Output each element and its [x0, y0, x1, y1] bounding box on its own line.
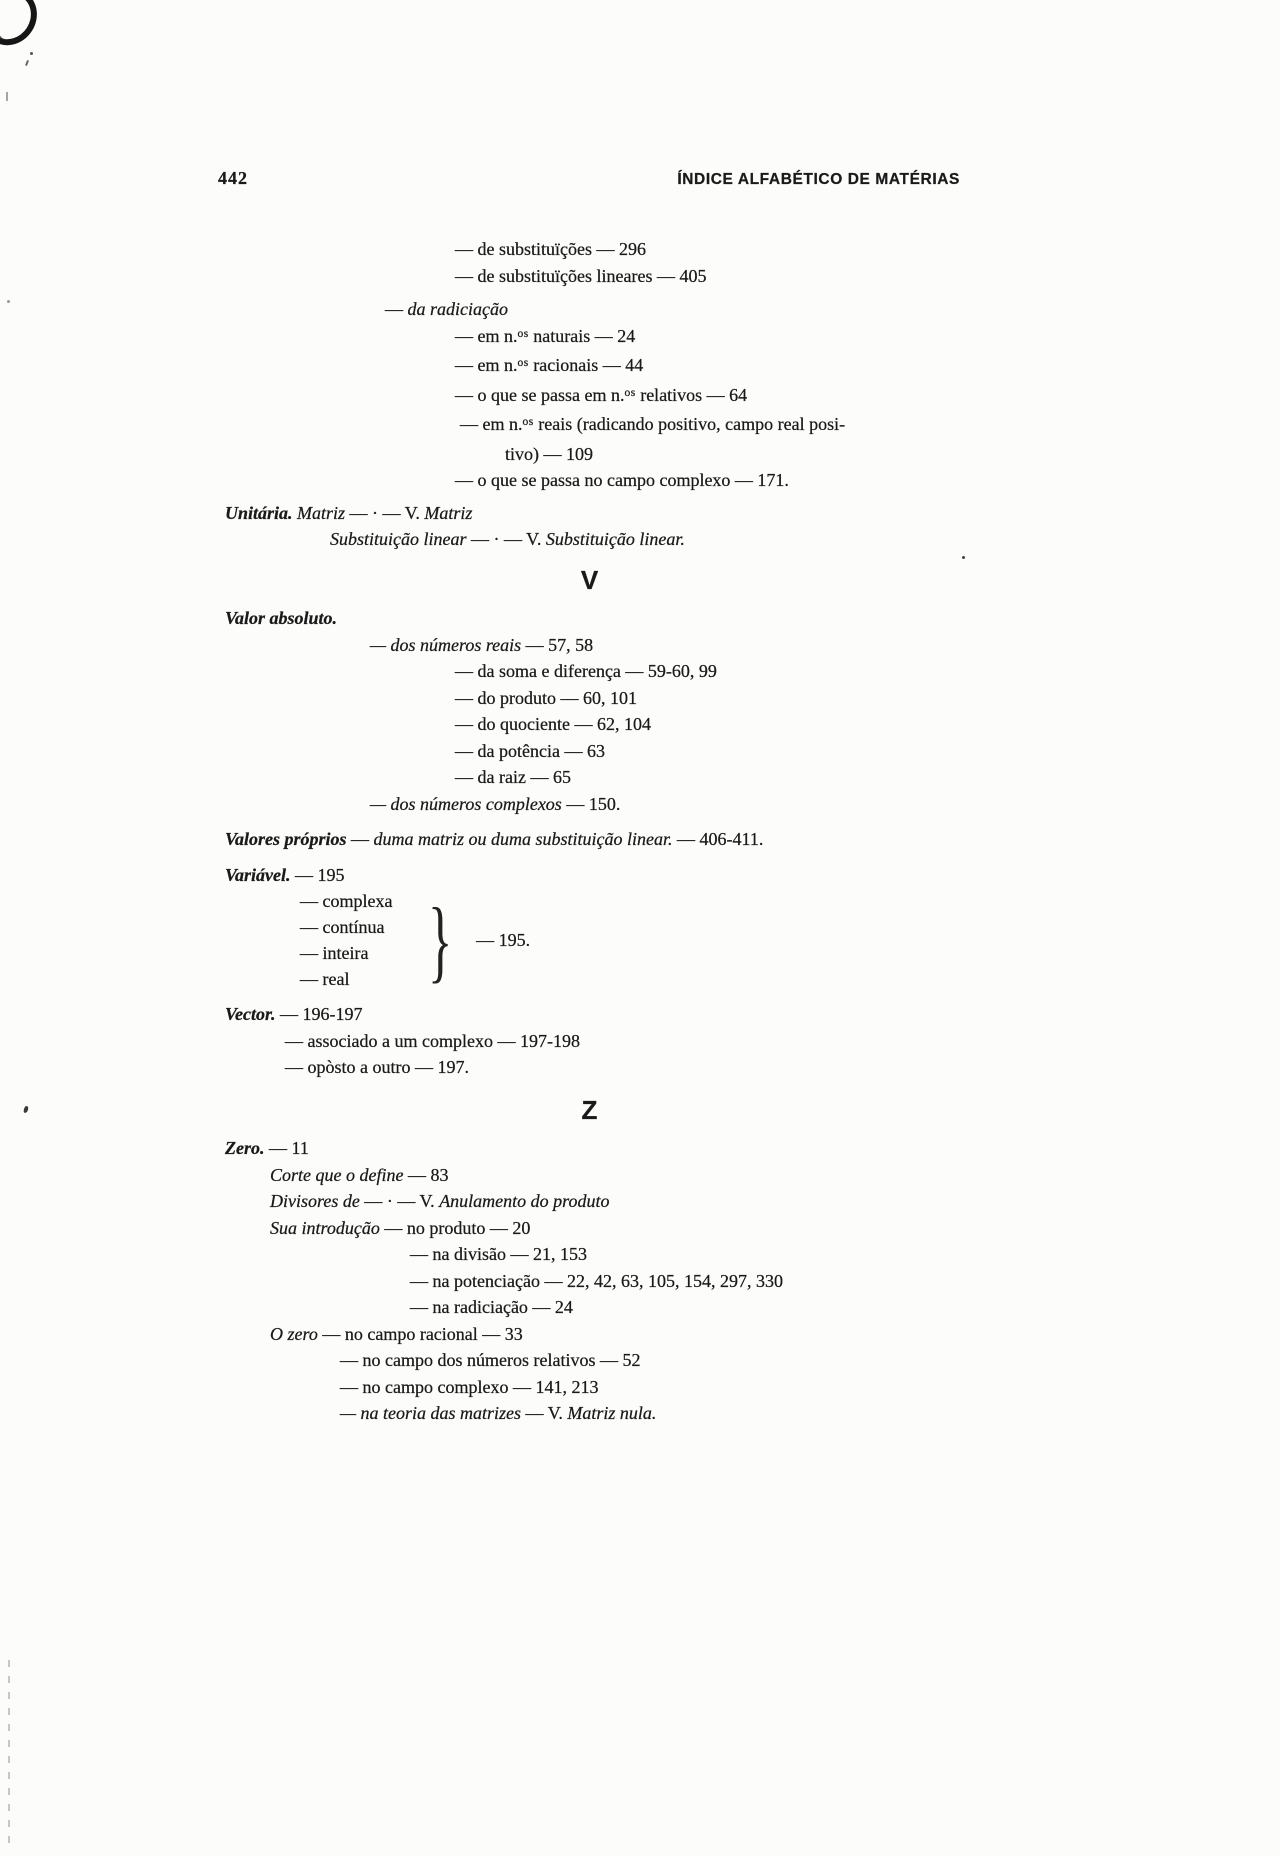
- text-segment: Valores próprios: [225, 829, 347, 849]
- text-segment: os: [624, 386, 636, 399]
- index-entry: [270, 1188, 1005, 1215]
- text-segment: Unitária.: [225, 502, 293, 523]
- text-segment: — · — V.: [359, 1191, 440, 1211]
- text-segment: — no campo racional — 33: [317, 1323, 523, 1344]
- text-segment: — na divisão — 21, 153: [410, 1244, 587, 1264]
- index-entry: [455, 764, 1005, 791]
- index-entry: [410, 1241, 1005, 1268]
- text-segment: — de substituïções lineares — 405: [455, 265, 707, 286]
- index-entry: [225, 862, 1005, 889]
- index-entry: — complexa: [300, 891, 393, 911]
- text-segment: Zero.: [225, 1138, 265, 1158]
- text-segment: — · — V.: [345, 502, 425, 523]
- text-segment: — · — V.: [466, 529, 546, 549]
- index-entry: — real: [300, 969, 350, 989]
- text-segment: — de substituïções — 296: [455, 239, 646, 259]
- scan-artifact-speck: [7, 300, 10, 303]
- text-segment: O zero: [270, 1323, 318, 1344]
- index-entry: [385, 296, 1005, 323]
- brace-items: [300, 888, 418, 992]
- text-segment: — no campo complexo — 141, 213: [340, 1376, 599, 1397]
- index-entry: [225, 1001, 1005, 1028]
- scan-artifact-speck: [25, 60, 29, 66]
- section-heading-z: Z: [581, 1094, 599, 1125]
- section-heading-v: V: [580, 564, 600, 595]
- text-segment: — em n.: [455, 355, 518, 375]
- text-segment: Divisores de: [270, 1191, 360, 1211]
- index-entry: [340, 1347, 1005, 1374]
- index-entry: [455, 711, 1005, 738]
- index-entry: [285, 1028, 1005, 1055]
- text-segment: — em n.: [455, 325, 518, 346]
- index-entry: — contínua: [300, 917, 385, 937]
- text-segment: — no campo dos números relativos — 52: [340, 1350, 641, 1370]
- index-entry: [370, 632, 1005, 659]
- text-segment: Matriz: [297, 502, 346, 523]
- text-segment: tivo) — 109: [505, 443, 593, 464]
- text-segment: Vector.: [225, 1004, 276, 1024]
- index-entry: [225, 500, 1005, 527]
- index-entry: [225, 826, 1005, 853]
- index-entry: [455, 323, 1005, 353]
- brace-icon: }: [427, 889, 453, 991]
- brace-group: [300, 888, 1005, 992]
- index-entry: [505, 441, 1005, 468]
- index-entry: [270, 1215, 1005, 1242]
- text-segment: — do produto — 60, 101: [455, 687, 637, 708]
- text-segment: — o que se passa em n.: [455, 384, 625, 405]
- text-segment: reais (radicando positivo, campo real posi-: [533, 414, 846, 434]
- text-segment: Corte que o define: [270, 1164, 404, 1185]
- index-entry: [455, 738, 1005, 765]
- text-segment: — 11: [264, 1138, 309, 1158]
- text-segment: Anulamento do produto: [439, 1191, 610, 1211]
- text-segment: Substituição linear: [330, 529, 467, 549]
- index-lines: [225, 236, 1005, 1427]
- text-segment: — associado a um complexo — 197-198: [285, 1030, 580, 1051]
- text-segment: Variável.: [225, 864, 291, 885]
- text-segment: os: [522, 416, 534, 428]
- index-entry: [270, 1321, 1005, 1348]
- index-entry: [455, 263, 1005, 290]
- text-segment: — dos números reais: [370, 634, 522, 655]
- index-entry: [455, 352, 1005, 382]
- index-entry: [455, 382, 1005, 412]
- page-header: [218, 168, 960, 189]
- text-segment: —: [385, 299, 408, 319]
- text-segment: —: [346, 829, 374, 849]
- text-segment: naturais — 24: [528, 325, 636, 346]
- index-entry: [225, 605, 1005, 632]
- index-entry: — inteira: [300, 943, 369, 963]
- index-entry: [340, 1374, 1005, 1401]
- header-title: ÍNDICE ALFABÉTICO DE MATÉRIAS: [677, 171, 960, 188]
- text-segment: Sua introdução: [270, 1217, 380, 1238]
- text-segment: — 57, 58: [521, 634, 594, 655]
- text-segment: — na potenciação — 22, 42, 63, 105, 154, 297, 330: [410, 1270, 783, 1291]
- index-entry: [460, 411, 1005, 441]
- text-segment: — 195: [290, 864, 345, 885]
- text-segment: — 406-411.: [672, 829, 764, 849]
- text-segment: relativos — 64: [635, 384, 748, 405]
- text-segment: — o que se passa no campo complexo — 171.: [455, 470, 789, 490]
- text-segment: — opòsto a outro — 197.: [285, 1057, 469, 1077]
- text-segment: Matriz nula.: [567, 1403, 657, 1423]
- text-segment: Substituição linear.: [545, 529, 685, 549]
- index-entry: [330, 526, 1005, 553]
- text-segment: os: [517, 327, 529, 340]
- text-segment: — na radiciação — 24: [410, 1297, 573, 1317]
- index-entry: [455, 658, 1005, 685]
- text-segment: os: [517, 357, 529, 369]
- scan-artifact-speck: [23, 1106, 29, 1114]
- text-segment: — em n.: [460, 414, 523, 434]
- index-entry: [455, 236, 1005, 263]
- text-segment: Matriz: [424, 502, 473, 523]
- index-entry: [410, 1294, 1005, 1321]
- text-segment: — da raiz — 65: [455, 767, 571, 787]
- scan-artifact-speck: [30, 52, 33, 55]
- index-entry: [225, 1135, 1005, 1162]
- index-entry: [340, 1400, 1005, 1427]
- text-segment: — dos números complexos: [370, 793, 562, 814]
- text-segment: racionais — 44: [528, 355, 644, 375]
- index-entry: [455, 685, 1005, 712]
- index-entry: [270, 1162, 1005, 1189]
- index-entry: [285, 1054, 1005, 1081]
- text-segment: da radiciação: [407, 299, 508, 319]
- text-segment: — na teoria das matrizes: [340, 1403, 522, 1423]
- brace-label: — 195.: [476, 929, 531, 950]
- text-segment: duma matriz ou duma substituição linear.: [373, 829, 673, 849]
- scan-artifact-edge-marks: [8, 1660, 10, 1845]
- text-segment: — no produto — 20: [379, 1217, 531, 1238]
- text-segment: Valor absoluto.: [225, 608, 338, 628]
- index-entry: [410, 1268, 1005, 1295]
- text-segment: — do quociente — 62, 104: [455, 714, 651, 734]
- text-segment: — V.: [521, 1403, 568, 1423]
- text-segment: — da potência — 63: [455, 740, 605, 761]
- index-entry: [370, 791, 1005, 818]
- scan-artifact-corner-tail: [0, 14, 15, 42]
- text-segment: — 196-197: [275, 1004, 363, 1024]
- text-segment: — da soma e diferença — 59-60, 99: [455, 661, 717, 681]
- page-number: 442: [218, 168, 248, 188]
- scan-artifact-speck: [6, 92, 8, 101]
- scan-artifact-corner-ink: [0, 0, 47, 55]
- text-segment: — 150.: [561, 793, 621, 814]
- text-segment: — 83: [403, 1164, 449, 1185]
- index-entry: [455, 467, 1005, 494]
